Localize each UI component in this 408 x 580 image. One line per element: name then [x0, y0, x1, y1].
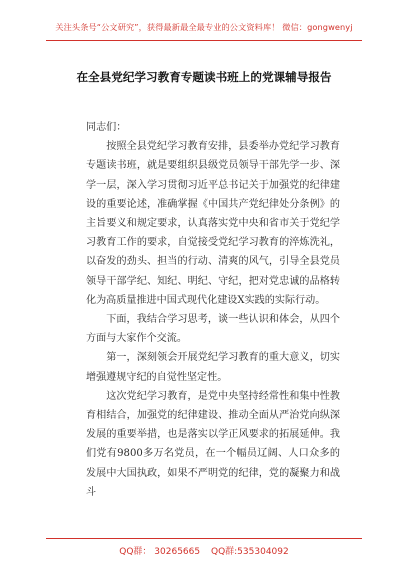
paragraph-intro: 按照全县党纪学习教育安排，县委举办党纪学习教育专题读书班，就是要组织县级党员领导干部先学一步、深学一层，深入学习贯彻习近平总书记关于加强党的纪律建设的重要论述，准确掌握《中国共产党纪律处分条例》的主旨要义和规定要求，认真落实党中央和省市关于党纪学习教育工作的要求，自觉接受党纪学习教育的淬炼洗礼，以奋发的劲头、担当的行动、清爽的风气，引导全县党员领导干部学纪、知纪、明纪、守纪，把对党忠诚的品格转化为高质量推进中国式现代化建设X实践的实际行动。: [86, 141, 340, 306]
footer-qq-group-1: QQ群： 30265665: [119, 547, 201, 557]
footer-divider: [46, 538, 362, 539]
paragraph-significance: 这次党纪学习教育，是党中央坚持经常性和集中性教育相结合，加强党的纪律建设、推动全面从严治党向纵深发展的重要举措，也是落实以学正风要求的拓展延伸。我们党有9800多万名党员，在一个幅员辽阔、人口众多的发展中大国执政，如果不严明党的纪律，党的凝聚力和战斗: [86, 390, 340, 498]
footer: [0, 544, 408, 557]
header-divider: [46, 40, 362, 41]
header-banner: 关注头条号“公文研究”，获得最新最全最专业的公文资料库！ 微信：gongwenyj: [55, 22, 353, 32]
document-body: [86, 118, 340, 502]
document-title: 在全县党纪学习教育专题读书班上的党课辅导报告: [76, 70, 332, 84]
paragraph-overview: 下面，我结合学习思考，谈一些认识和体会，从四个方面与大家作个交流。: [86, 314, 340, 345]
paragraph-point-one: 第一，深刻领会开展党纪学习教育的重大意义，切实增强遵规守纪的自觉性坚定性。: [86, 352, 340, 383]
footer-qq-group-2: QQ群:535304092: [210, 547, 289, 557]
salutation: 同志们：: [86, 122, 127, 133]
